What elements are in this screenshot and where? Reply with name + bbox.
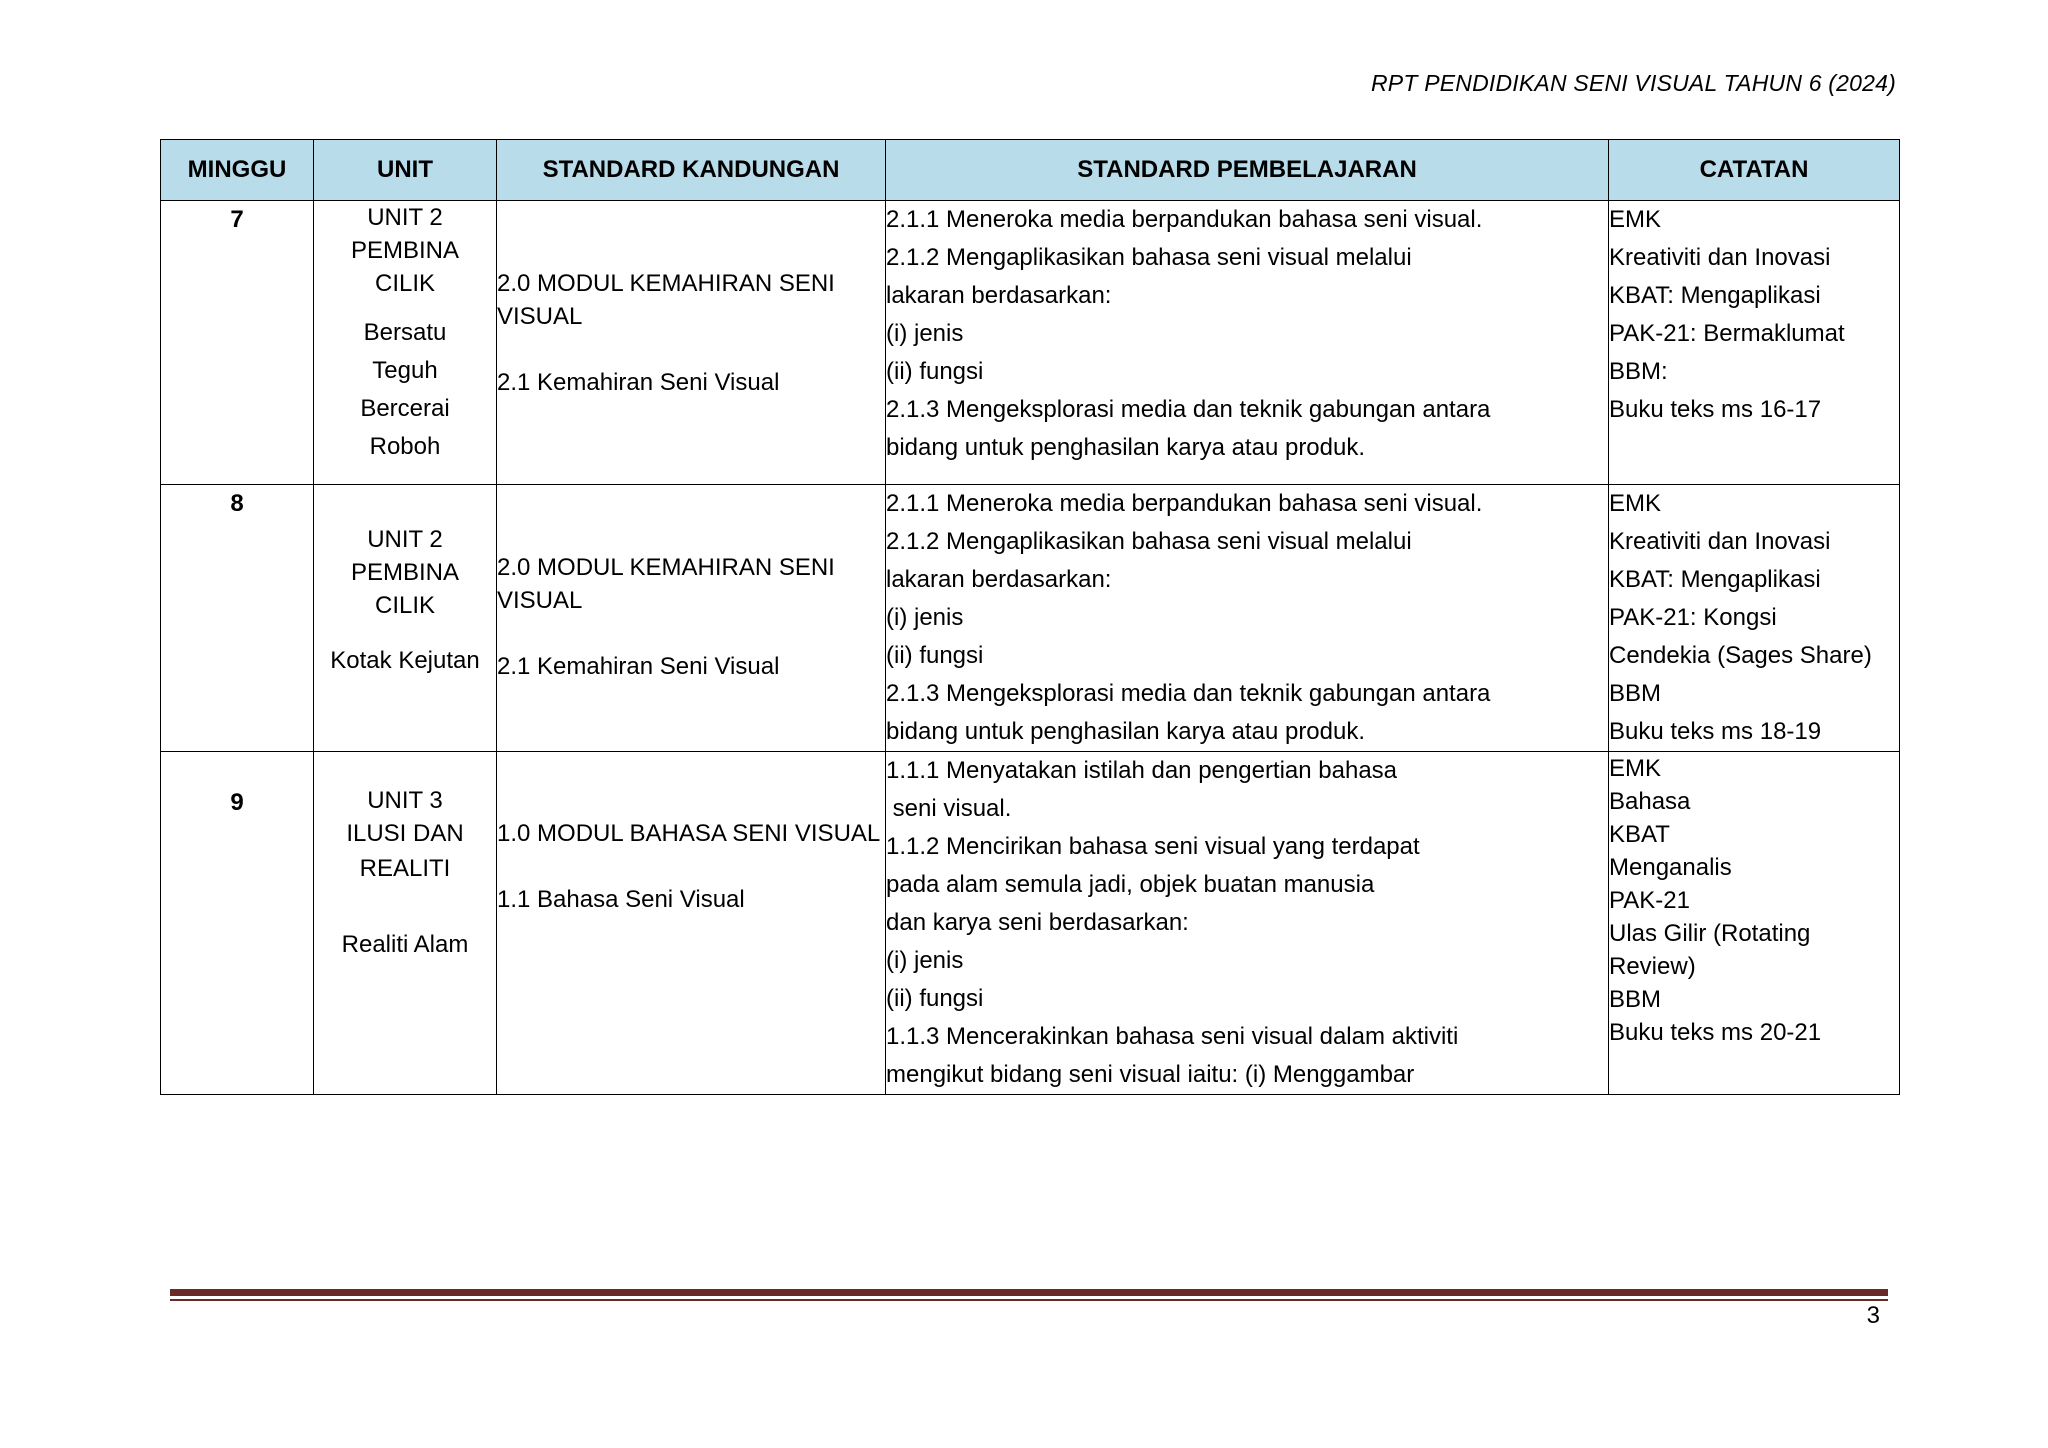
- sp-line: 2.1.3 Mengeksplorasi media dan teknik gabungan antara: [886, 396, 1491, 423]
- sp-line: 1.1.2 Mencirikan bahasa seni visual yang terdapat: [886, 833, 1420, 860]
- unit-topic-line: Bercerai: [360, 395, 450, 422]
- sp-line: (i) jenis: [886, 947, 964, 974]
- sp-line: 2.1.2 Mengaplikasikan bahasa seni visual melalui: [886, 244, 1412, 271]
- unit-topic-line: Roboh: [369, 433, 441, 460]
- catatan-line: EMK: [1609, 490, 1662, 517]
- catatan-line: Kreativiti dan Inovasi: [1609, 528, 1831, 555]
- catatan-cell: [1609, 752, 1900, 1095]
- sp-line: 2.1.1 Meneroka media berpandukan bahasa seni visual.: [886, 206, 1483, 233]
- sp-line: 1.1.1 Menyatakan istilah dan pengertian bahasa: [886, 757, 1398, 784]
- standard-pembelajaran-cell: [886, 752, 1609, 1095]
- catatan-line: KBAT: Mengaplikasi: [1609, 566, 1821, 593]
- unit-cell: [314, 201, 497, 485]
- table-row: [161, 752, 1900, 1095]
- sp-line: pada alam semula jadi, objek buatan manusia: [886, 871, 1375, 898]
- catatan-line: BBM: [1609, 986, 1662, 1013]
- sk-skill-line: 2.1 Kemahiran Seni Visual: [497, 369, 780, 396]
- sk-module-line: VISUAL: [497, 587, 583, 614]
- sk-module-line: 2.0 MODUL KEMAHIRAN SENI: [497, 270, 835, 297]
- catatan-line: Cendekia (Sages Share): [1609, 642, 1872, 669]
- sp-line: (i) jenis: [886, 604, 964, 631]
- column-header-minggu: MINGGU: [161, 140, 314, 201]
- week-number: 7: [161, 201, 314, 485]
- catatan-line: BBM:: [1609, 358, 1668, 385]
- unit-title-line: UNIT 2: [367, 204, 443, 231]
- catatan-line: KBAT: Mengaplikasi: [1609, 282, 1821, 309]
- sk-module-line: 1.0 MODUL BAHASA SENI VISUAL: [497, 820, 881, 847]
- unit-topic-line: Teguh: [372, 357, 438, 384]
- unit-title-line: PEMBINA: [350, 237, 460, 264]
- standard-kandungan-cell: [497, 485, 886, 752]
- table-row: [161, 201, 1900, 485]
- sp-line: bidang untuk penghasilan karya atau produk.: [886, 718, 1366, 745]
- catatan-line: PAK-21: [1609, 887, 1690, 914]
- catatan-line: KBAT: [1609, 821, 1670, 848]
- catatan-line: PAK-21: Kongsi: [1609, 604, 1777, 631]
- sp-line: mengikut bidang seni visual iaitu: (i) Menggambar: [886, 1061, 1415, 1088]
- catatan-line: Ulas Gilir (Rotating: [1609, 920, 1811, 947]
- unit-topic-line: Realiti Alam: [341, 931, 469, 958]
- table-header-row: [161, 140, 1900, 201]
- sp-line: (ii) fungsi: [886, 358, 984, 385]
- sp-line: 1.1.3 Mencerakinkan bahasa seni visual dalam aktiviti: [886, 1023, 1459, 1050]
- unit-topic-line: Bersatu: [363, 319, 447, 346]
- catatan-line: EMK: [1609, 755, 1662, 782]
- sp-line: 2.1.3 Mengeksplorasi media dan teknik gabungan antara: [886, 680, 1491, 707]
- sp-line: 2.1.1 Meneroka media berpandukan bahasa seni visual.: [886, 490, 1483, 517]
- catatan-line: PAK-21: Bermaklumat: [1609, 320, 1845, 347]
- catatan-line: Buku teks ms 18-19: [1609, 718, 1822, 745]
- catatan-cell: [1609, 201, 1900, 485]
- sk-module-line: 2.0 MODUL KEMAHIRAN SENI: [497, 554, 835, 581]
- unit-title-line: UNIT 3: [367, 787, 443, 814]
- catatan-line: BBM: [1609, 680, 1662, 707]
- sp-line: (i) jenis: [886, 320, 964, 347]
- column-header-standard-pembelajaran: STANDARD PEMBELAJARAN: [886, 140, 1609, 201]
- sp-line: bidang untuk penghasilan karya atau produk.: [886, 434, 1366, 461]
- sp-line: (ii) fungsi: [886, 642, 984, 669]
- column-header-unit: UNIT: [314, 140, 497, 201]
- sk-skill-line: 1.1 Bahasa Seni Visual: [497, 886, 745, 913]
- catatan-line: Bahasa: [1609, 788, 1691, 815]
- table-row: [161, 485, 1900, 752]
- catatan-cell: [1609, 485, 1900, 752]
- sp-line: seni visual.: [886, 795, 1012, 822]
- sp-line: lakaran berdasarkan:: [886, 282, 1112, 309]
- catatan-line: EMK: [1609, 206, 1662, 233]
- sp-line: (ii) fungsi: [886, 985, 984, 1012]
- unit-topic-line: Kotak Kejutan: [330, 647, 480, 674]
- standard-kandungan-cell: [497, 752, 886, 1095]
- sp-line: 2.1.2 Mengaplikasikan bahasa seni visual melalui: [886, 528, 1412, 555]
- unit-title-line: CILIK: [374, 592, 436, 619]
- sk-skill-line: 2.1 Kemahiran Seni Visual: [497, 653, 780, 680]
- standard-pembelajaran-cell: [886, 201, 1609, 485]
- sk-module-line: VISUAL: [497, 303, 583, 330]
- catatan-line: Buku teks ms 20-21: [1609, 1019, 1822, 1046]
- unit-title-line: ILUSI DAN: [346, 820, 464, 847]
- unit-cell: [314, 752, 497, 1095]
- rpt-table: [160, 139, 1900, 1095]
- footer-divider: [170, 1289, 1888, 1301]
- standard-kandungan-cell: [497, 201, 886, 485]
- catatan-line: Menganalis: [1609, 854, 1732, 881]
- unit-title-line: UNIT 2: [367, 526, 443, 553]
- column-header-catatan: CATATAN: [1609, 140, 1900, 201]
- catatan-line: Review): [1609, 953, 1696, 980]
- column-header-standard-kandungan: STANDARD KANDUNGAN: [497, 140, 886, 201]
- week-number: 9: [161, 752, 314, 1095]
- unit-cell: [314, 485, 497, 752]
- sp-line: lakaran berdasarkan:: [886, 566, 1112, 593]
- document-header-title: RPT PENDIDIKAN SENI VISUAL TAHUN 6 (2024): [1371, 70, 1896, 96]
- unit-title-line: CILIK: [374, 270, 436, 297]
- unit-title-line: REALITI: [359, 855, 451, 882]
- week-number: 8: [161, 485, 314, 752]
- catatan-line: Buku teks ms 16-17: [1609, 396, 1822, 423]
- unit-title-line: PEMBINA: [350, 559, 460, 586]
- catatan-line: Kreativiti dan Inovasi: [1609, 244, 1831, 271]
- sp-line: dan karya seni berdasarkan:: [886, 909, 1189, 936]
- page-number: 3: [1866, 1302, 1880, 1329]
- standard-pembelajaran-cell: [886, 485, 1609, 752]
